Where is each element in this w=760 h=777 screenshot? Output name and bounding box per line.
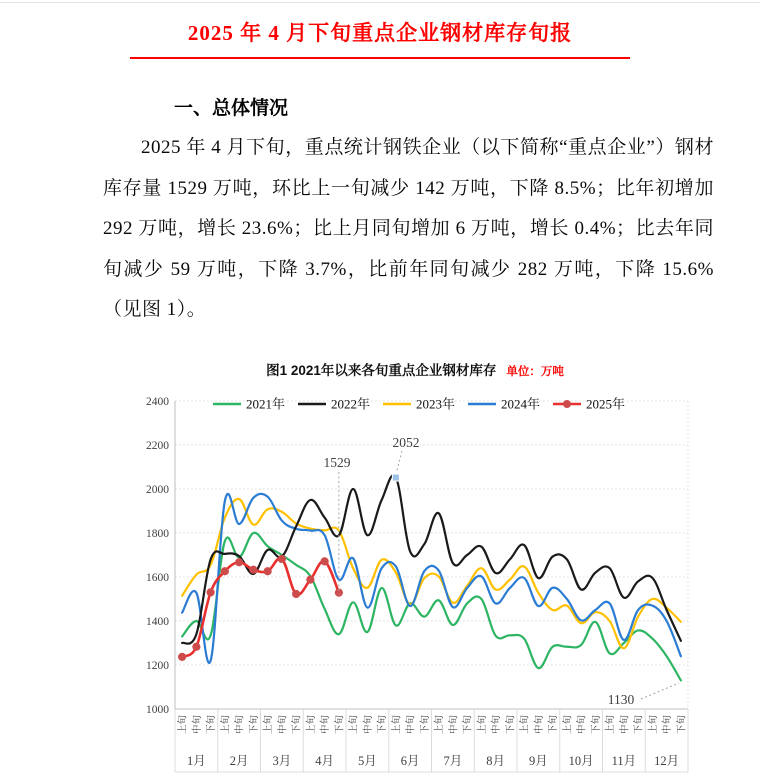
series-marker-2025 — [249, 566, 257, 574]
x-tick-month-label: 11月 — [611, 754, 637, 768]
x-tick-period-label: 下旬 — [463, 715, 474, 735]
x-tick-period-label: 中旬 — [406, 715, 417, 735]
y-tick-label: 1600 — [146, 572, 169, 584]
page-title: 2025 年 4 月下旬重点企业钢材库存旬报 — [187, 21, 573, 45]
series-marker-2025 — [292, 590, 300, 598]
y-tick-label: 2400 — [146, 396, 169, 408]
y-tick-label: 2200 — [146, 440, 169, 452]
series-marker-2025 — [321, 557, 329, 565]
x-tick-month-label: 12月 — [654, 754, 680, 768]
series-line-2021 — [182, 533, 681, 681]
summary-paragraph: 2025 年 4 月下旬，重点统计钢铁企业（以下简称“重点企业”）钢材库存量 1529 万吨，环比上一旬减少 142 万吨，下降 8.5%；比年初增加 292 万吨，增长 23.6%；比上月同旬增加 6 万吨，增长 0.4%；比去年同旬减少 59 万吨，下降 3.7%，比前年同旬减少 282 万吨，下降 15.6%（见图 1）。 — [103, 137, 714, 320]
series-line-2025 — [182, 558, 339, 657]
x-tick-period-label: 下旬 — [549, 715, 560, 735]
x-tick-month-label: 10月 — [568, 754, 594, 768]
x-tick-month-label: 1月 — [186, 754, 206, 768]
series-marker-2025 — [278, 555, 286, 563]
x-tick-period-label: 下旬 — [378, 715, 389, 735]
x-tick-month-label: 2月 — [229, 754, 249, 768]
section-heading: 一、总体情况 — [174, 98, 289, 119]
legend-label-2025: 2025年 — [586, 396, 626, 412]
legend-marker-2025 — [563, 400, 571, 408]
annotation-leader — [641, 683, 679, 699]
x-tick-period-label: 下旬 — [207, 715, 218, 735]
chart-unit-label: 单位：万吨 — [506, 366, 564, 378]
legend-label-2023: 2023年 — [416, 396, 456, 412]
x-tick-month-label: 5月 — [357, 754, 377, 768]
annotation-label: 1130 — [607, 692, 635, 707]
y-tick-label: 1800 — [146, 528, 169, 540]
legend-label-2024: 2024年 — [501, 396, 541, 412]
x-tick-month-label: 4月 — [315, 754, 335, 768]
x-tick-month-label: 6月 — [400, 754, 420, 768]
x-tick-period-label: 中旬 — [321, 715, 332, 735]
series-marker-2025 — [207, 588, 215, 596]
chart-title-row — [130, 359, 700, 380]
x-tick-period-label: 中旬 — [363, 715, 374, 735]
x-tick-month-label: 3月 — [272, 754, 292, 768]
x-tick-period-label: 上旬 — [178, 715, 189, 735]
series-marker-2025 — [306, 576, 314, 584]
x-tick-period-label: 下旬 — [591, 715, 602, 735]
x-tick-period-label: 中旬 — [278, 715, 289, 735]
x-tick-period-label: 上旬 — [563, 715, 574, 735]
x-tick-period-label: 下旬 — [634, 715, 645, 735]
series-marker-2025 — [192, 643, 200, 651]
x-tick-period-label: 中旬 — [620, 715, 631, 735]
steel-inventory-line-chart — [130, 384, 700, 777]
y-tick-label: 2000 — [146, 484, 169, 496]
x-tick-period-label: 中旬 — [534, 715, 545, 735]
x-tick-period-label: 下旬 — [292, 715, 303, 735]
x-tick-month-label: 7月 — [443, 754, 463, 768]
series-marker-2025 — [178, 653, 186, 661]
x-tick-period-label: 上旬 — [435, 715, 446, 735]
x-tick-month-label: 9月 — [528, 754, 548, 768]
x-tick-period-label: 中旬 — [192, 715, 203, 735]
series-marker-2025 — [221, 567, 229, 575]
x-tick-period-label: 上旬 — [264, 715, 275, 735]
chart-title: 图1 2021年以来各旬重点企业钢材库存 — [266, 363, 497, 378]
annotation-leader — [397, 451, 403, 472]
x-tick-period-label: 中旬 — [449, 715, 460, 735]
x-tick-period-label: 上旬 — [477, 715, 488, 735]
x-tick-period-label: 上旬 — [349, 715, 360, 735]
x-tick-period-label: 中旬 — [577, 715, 588, 735]
x-tick-period-label: 上旬 — [648, 715, 659, 735]
x-tick-period-label: 下旬 — [677, 715, 688, 735]
title-underline — [130, 57, 630, 59]
x-tick-period-label: 上旬 — [606, 715, 617, 735]
annotation-point-marker — [392, 474, 399, 481]
x-tick-period-label: 中旬 — [663, 715, 674, 735]
x-tick-period-label: 上旬 — [392, 715, 403, 735]
series-line-2024 — [182, 494, 681, 663]
series-marker-2025 — [264, 567, 272, 575]
x-tick-month-label: 8月 — [486, 754, 506, 768]
annotation-label: 1529 — [323, 455, 351, 470]
x-tick-period-label: 下旬 — [420, 715, 431, 735]
x-tick-period-label: 上旬 — [306, 715, 317, 735]
x-tick-period-label: 中旬 — [235, 715, 246, 735]
x-tick-period-label: 中旬 — [492, 715, 503, 735]
x-tick-period-label: 下旬 — [249, 715, 260, 735]
x-tick-period-label: 上旬 — [221, 715, 232, 735]
y-tick-label: 1200 — [146, 660, 169, 672]
x-tick-period-label: 下旬 — [335, 715, 346, 735]
page-top-border — [0, 2, 760, 3]
x-tick-period-label: 上旬 — [520, 715, 531, 735]
series-marker-2025 — [235, 558, 243, 566]
x-tick-period-label: 下旬 — [506, 715, 517, 735]
y-tick-label: 1400 — [146, 616, 169, 628]
legend-label-2022: 2022年 — [331, 396, 371, 412]
y-tick-label: 1000 — [146, 704, 169, 716]
legend-label-2021: 2021年 — [246, 396, 286, 412]
annotation-label: 2052 — [392, 435, 420, 450]
